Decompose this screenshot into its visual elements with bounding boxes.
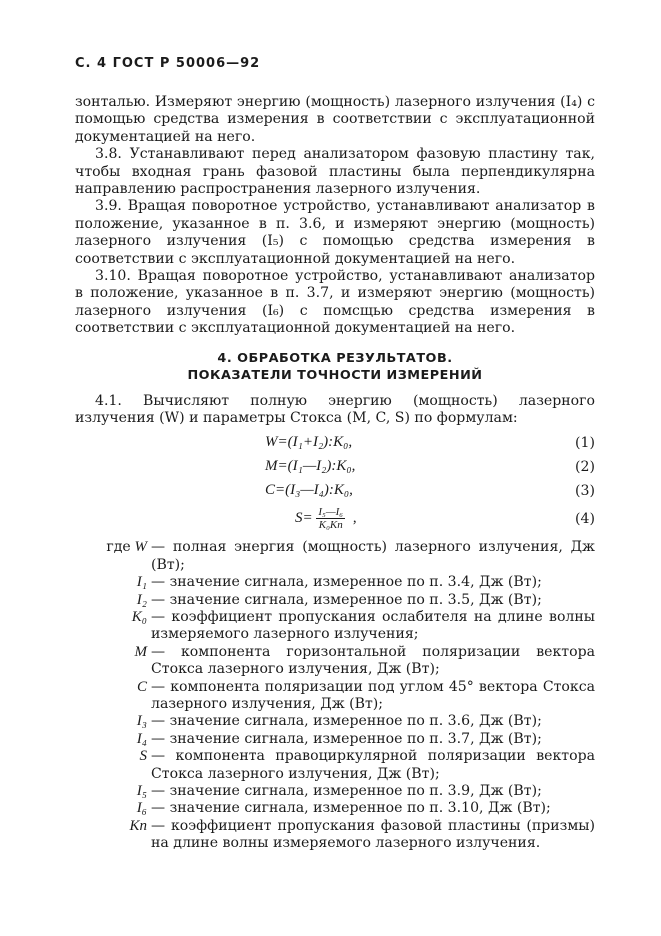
formula-4-lhs: S= [295,510,313,527]
paragraph-continuation: зонталью. Измеряют энергию (мощность) лазерного излучения (I₄) с помощью средства измерения в соответствии с эксплуатационной документацией на него. [75,94,595,145]
definition-row [75,644,595,679]
definition-text: — компонента правоциркулярной поляризации вектора Стокса лазерного излучения, Дж (Вт); [151,748,595,782]
definition-row [75,783,595,800]
formula-4-fraction [316,506,345,531]
definition-symbol: M [134,643,147,660]
formula-row [75,457,595,481]
page-header: С. 4 ГОСТ Р 50006—92 [75,56,261,71]
definition-text: — коэффициент пропускания ослабителя на длине волны измеряемого лазерного излучения; [151,608,595,643]
definition-row [75,574,595,591]
formula-4-suffix: , [352,510,357,527]
formula-row [75,505,595,535]
definition-symbol: S [139,748,147,765]
definition-row [75,818,595,853]
definition-text: — значение сигнала, измеренное по п. 3.6, Дж (Вт); [151,713,542,730]
formula-number-2: (2) [575,459,595,476]
formula-row [75,481,595,505]
fraction-denominator: K₀Kп [318,519,343,532]
definition-text: — значение сигнала, измеренное по п. 3.5, Дж (Вт); [151,591,542,608]
definition-text: — коэффициент пропускания фазовой пластины (призмы) на длине волны измеряемого лазерного излучения. [151,817,595,852]
where-label: где [106,539,131,556]
paragraph-3-10: 3.10. Вращая поворотное устройство, устанавливают анализатор в положение, указанное в п. 3.7, и измеряют энергию (мощность) лазерного излучения (I₆) с помсщью средства измерения в соответствии с эксплуатационной документацией на него. [75,268,595,337]
section-heading-line-2: ПОКАЗАТЕЛИ ТОЧНОСТИ ИЗМЕРЕНИЙ [187,368,483,384]
formula-3: C=(I₃—I₄):K₀, [265,482,353,499]
definition-row [75,713,595,730]
definition-text: — значение сигнала, измеренное по п. 3.9, Дж (Вт); [151,783,542,799]
definition-symbol: C [136,678,147,695]
paragraph-4-1: 4.1. Вычисляют полную энергию (мощность) лазерного излучения (W) и параметры Стокса (M, C, S) по формулам: [75,392,595,426]
definition-symbol: K₀ [131,608,147,625]
definition-symbol: I₂ [136,591,147,608]
definition-text: — компонента поляризации под углом 45° вектора Стокса лазерного излучения, Дж (Вт); [151,678,595,712]
definition-row [75,748,595,783]
page-content [75,94,595,853]
definition-row [75,731,595,748]
definition-symbol: I₆ [136,800,147,817]
definition-row [75,539,595,574]
definitions-list [75,539,595,852]
definition-row [75,800,595,817]
formulas-block [75,433,595,535]
definition-symbol: Kп [129,817,147,834]
definition-symbol: I₁ [136,574,147,591]
definition-text: — значение сигнала, измеренное по п. 3.4, Дж (Вт); [151,574,542,591]
definition-row [75,592,595,609]
definition-row [75,679,595,714]
formula-2: M=(I₁—I₂):K₀, [265,458,356,475]
definition-text: — значение сигнала, измеренное по п. 3.10, Дж (Вт); [151,800,551,817]
formula-4 [295,506,357,531]
section-heading-line-1: 4. ОБРАБОТКА РЕЗУЛЬТАТОВ. [217,350,453,366]
formula-number-3: (3) [575,483,595,500]
formula-1: W=(I₁+I₂):K₀, [265,434,353,451]
formula-number-4: (4) [575,511,595,528]
fraction-numerator: I₅—I₆ [318,506,344,519]
formula-number-1: (1) [575,435,595,452]
definition-symbol: I₅ [136,783,147,799]
definition-text: — компонента горизонтальной поляризации вектора Стокса лазерного излучения, Дж (Вт); [151,643,595,678]
definition-symbol: где W [106,539,147,556]
paragraph-3-8: 3.8. Устанавливают перед анализатором фазовую пластину так, чтобы входная грань фазовой пластины была перпендикулярна направлению распространения лазерного излучения. [75,146,595,198]
definition-text: — полная энергия (мощность) лазерного излучения, Дж (Вт); [151,539,595,573]
definition-text: — значение сигнала, измеренное по п. 3.7, Дж (Вт); [151,730,542,747]
definition-symbol: I₃ [136,713,147,730]
section-heading [75,350,595,385]
paragraph-3-9: 3.9. Вращая поворотное устройство, устанавливают анализатор в положение, указанное в п. 3.6, и измеряют энергию (мощность) лазерного излучения (I₅) с помощью средства измерения в соответствии с эксплуатационной документацией на него. [75,198,595,267]
formula-row [75,433,595,457]
definition-row [75,609,595,644]
definition-symbol: I₄ [136,730,147,747]
